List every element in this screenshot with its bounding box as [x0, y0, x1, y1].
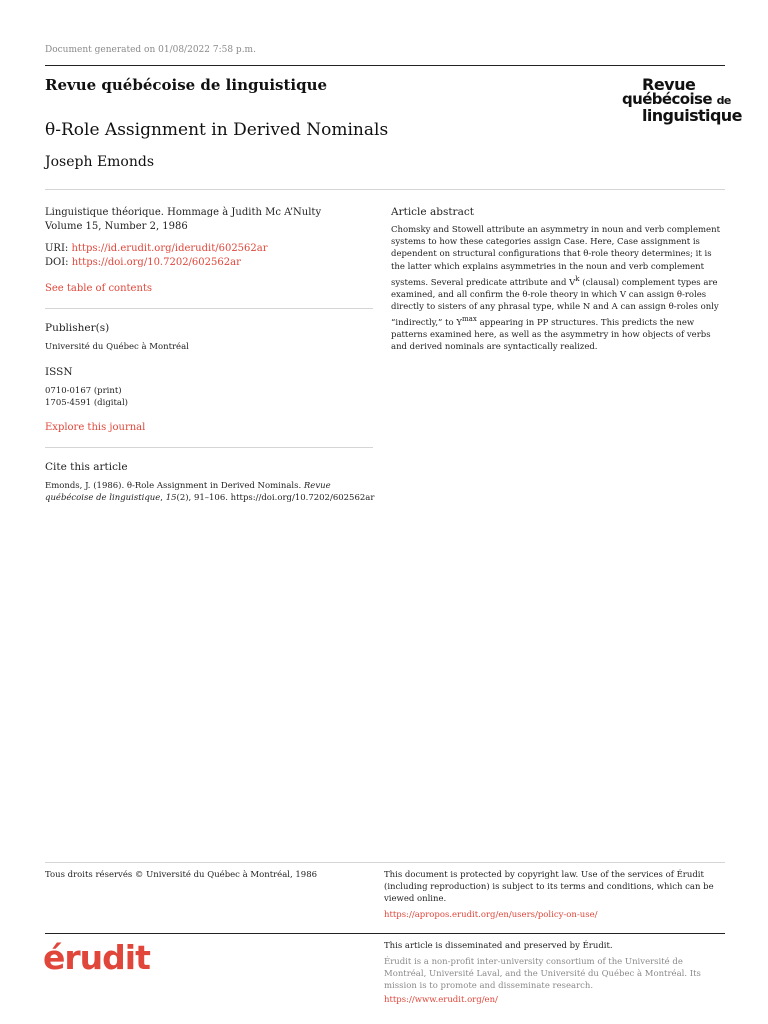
- copyright-text: This document is protected by copyright law. Use of the services of Érudit (including reproduction) is subject to its terms and conditions, which can be viewed online.: [384, 870, 714, 904]
- erudit-logo: érudit: [43, 938, 150, 977]
- issn-heading: ISSN: [45, 366, 73, 378]
- rights-statement: Tous droits réservés © Université du Québec à Montréal, 1986: [45, 870, 318, 880]
- article-title: θ-Role Assignment in Derived Nominals: [45, 120, 389, 140]
- abstract-heading: Article abstract: [391, 206, 474, 218]
- journal-name: Revue québécoise de linguistique: [45, 76, 328, 94]
- uri-row: [45, 242, 375, 256]
- abstract-sup-1: k: [575, 273, 580, 283]
- logo-line-2-word: québécoise: [622, 90, 712, 108]
- abstract-text: [391, 224, 725, 354]
- publisher-name: Université du Québec à Montréal: [45, 342, 189, 352]
- logo-line-2-suffix: de: [716, 94, 731, 107]
- issue-line-2: Volume 15, Number 2, 1986: [45, 221, 188, 232]
- divider: [45, 447, 373, 448]
- erudit-link[interactable]: https://www.erudit.org/en/: [384, 995, 498, 1005]
- logo-line-1: Revue: [642, 75, 696, 94]
- policy-link[interactable]: https://apropos.erudit.org/en/users/policy-on-use/: [384, 910, 598, 920]
- cite-heading: Cite this article: [45, 461, 128, 473]
- citation-volume: 15: [165, 493, 177, 503]
- toc-link[interactable]: See table of contents: [45, 283, 153, 294]
- uri-label: URI:: [45, 243, 72, 254]
- logo-line-3: linguistique: [642, 106, 742, 125]
- header-divider: [45, 189, 725, 190]
- footer-divider: [45, 862, 725, 863]
- abstract-sup-2: max: [461, 314, 477, 324]
- citation-post: (2), 91–106. https://doi.org/10.7202/602562ar: [176, 493, 375, 503]
- abstract-section: [391, 206, 725, 354]
- issn-digital: 1705-4591 (digital): [45, 398, 128, 408]
- publisher-heading: Publisher(s): [45, 322, 110, 334]
- uri-link[interactable]: https://id.erudit.org/iderudit/602562ar: [71, 243, 268, 254]
- article-details: [45, 206, 375, 504]
- top-divider: [45, 65, 725, 66]
- issue-info: [45, 206, 375, 234]
- footer-divider-bottom: [45, 933, 725, 934]
- citation: [45, 480, 375, 504]
- dissemination-text: Érudit is a non-profit inter-university consortium of the Université de Montréal, Université Laval, and the Université du Québec à Montréal. Its mission is to promote and disseminate research.: [384, 957, 701, 991]
- doi-row: [45, 256, 375, 270]
- citation-journal: Revue québécoise de linguistique: [45, 481, 331, 503]
- copyright-notice: [384, 869, 724, 921]
- doi-link[interactable]: https://doi.org/10.7202/602562ar: [71, 257, 241, 268]
- journal-logo: [622, 75, 742, 125]
- generated-date: Document generated on 01/08/2022 7:58 p.m.: [45, 45, 256, 55]
- abstract-part-3: appearing in PP structures. This predicts the new patterns examined here, as well as the asymmetry in how objects of verbs and derived nominals are syntactically realized.: [391, 318, 711, 353]
- abstract-part-1: Chomsky and Stowell attribute an asymmetry in noun and verb complement systems to how these categories assign Case. Here, Case assignment is dependent on structural configurations that θ-role theory determines; it is the latter which explains asymmetries in the noun and verb complement systems. Several predicate attribute and V: [391, 225, 720, 288]
- citation-sep: ,: [160, 493, 166, 503]
- issn-print: 0710-0167 (print): [45, 386, 122, 396]
- doi-label: DOI:: [45, 257, 72, 268]
- dissemination-notice: [384, 940, 724, 1006]
- divider: [45, 308, 373, 309]
- identifiers: [45, 242, 375, 270]
- issue-line-1: Linguistique théorique. Hommage à Judith Mc A’Nulty: [45, 207, 322, 218]
- dissemination-heading: This article is disseminated and preserved by Érudit.: [384, 941, 613, 951]
- citation-pre: Emonds, J. (1986). θ-Role Assignment in Derived Nominals.: [45, 481, 304, 491]
- explore-journal-link[interactable]: Explore this journal: [45, 422, 146, 433]
- abstract-part-2: (clausal) complement types are examined, and all confirm the θ-role theory in which V can assign θ-roles directly to sisters of any phrasal type, while N and A can assign θ-roles only “indirectly,” to Y: [391, 277, 719, 329]
- author: Joseph Emonds: [45, 154, 155, 170]
